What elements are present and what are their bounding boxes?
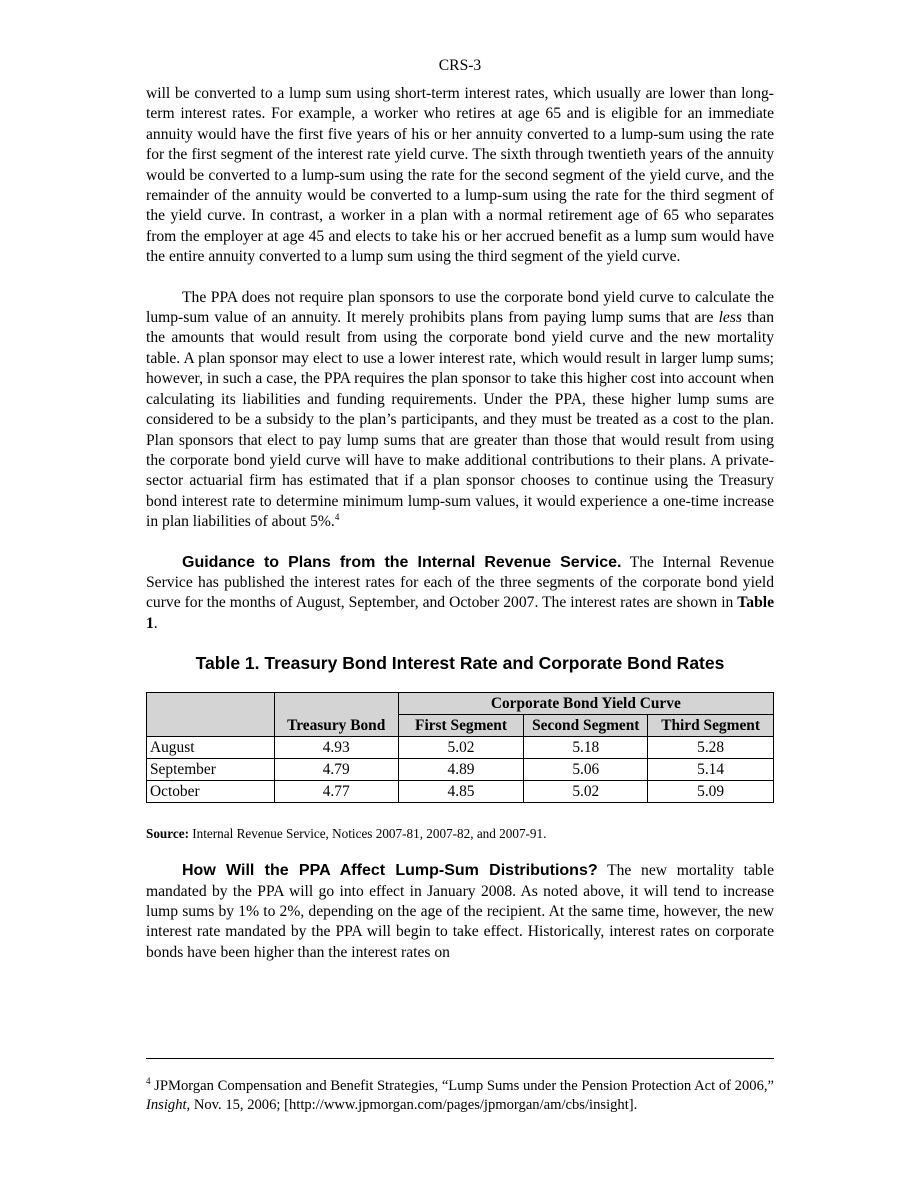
table-reference[interactable]: Table 1 [146, 594, 774, 632]
footnote-number: 4 [146, 1076, 151, 1087]
cell-treasury: 4.79 [274, 759, 398, 781]
table-row [147, 781, 774, 803]
paragraph-plan-sponsors: The PPA does not require plan sponsors to use the corporate bond yield curve to calculate the lump-sum value of an annuity. It merely prohibits plans from paying lump sums that are less than the amounts that would result from using the corporate bond yield curve and the new mortality table. A plan sponsor may elect to use a lower interest rate, which would result in larger lump sums; however, in such a case, the PPA requires the plan sponsor to take this higher cost into account when calculating its liabilities and funding requirements. Under the PPA, these higher lump sums are considered to be a subsidy to the plan’s participants, and they must be treated as a cost to the plan. Plan sponsors that elect to pay lump sums that are greater than those that would result from using the corporate bond yield curve will have to make additional contributions to their plans. A private-sector actuarial firm has estimated that if a plan sponsor chooses to continue using the Treasury bond interest rate to determine minimum lump-sum values, it would experience a one-time increase in plan liabilities of about 5%.$^4$ [146, 288, 774, 531]
column-header-treasury-bond: Treasury Bond [274, 693, 398, 737]
cell-third-segment: 5.09 [648, 781, 774, 803]
cell-first-segment: 4.89 [398, 759, 524, 781]
column-header-first-segment: First Segment [398, 715, 524, 737]
table-corner-cell [147, 693, 275, 737]
publication-title: Insight [146, 1097, 187, 1113]
cell-second-segment: 5.06 [524, 759, 648, 781]
table-title: Table 1. Treasury Bond Interest Rate and Corporate Bond Rates [195, 653, 725, 674]
section-heading-ppa-effect: How Will the PPA Affect Lump-Sum Distributions? [182, 862, 598, 880]
cell-treasury: 4.77 [274, 781, 398, 803]
cell-first-segment: 5.02 [398, 737, 524, 759]
row-label-month: September [147, 759, 275, 781]
column-header-third-segment: Third Segment [648, 715, 774, 737]
page-header: CRS-3 [438, 57, 482, 74]
footnote-ref-4[interactable]: 4 [334, 511, 340, 522]
cell-first-segment: 4.85 [398, 781, 524, 803]
section-heading-irs-guidance: Guidance to Plans from the Internal Revenue Service. [182, 553, 622, 571]
cell-second-segment: 5.18 [524, 737, 648, 759]
footnote-link-text[interactable]: , Nov. 15, 2006; [http://www.jpmorgan.com/pages/jpmorgan/am/cbs/insight]. [186, 1097, 638, 1113]
paragraph-irs-guidance: Guidance to Plans from the Internal Revenue Service. The Internal Revenue Service has published the interest rates for each of the three segments of the corporate bond yield curve for the months of August, September, and October 2007. The interest rates are shown in Table 1. [146, 553, 775, 632]
table-source-note: Source: Internal Revenue Service, Notices 2007-81, 2007-82, and 2007-91. [146, 826, 547, 842]
table-row [147, 759, 774, 781]
cell-third-segment: 5.28 [648, 737, 774, 759]
emphasis-less: less [718, 309, 742, 327]
paragraph-ppa-lump-sum-effect: How Will the PPA Affect Lump-Sum Distributions? The new mortality table mandated by the PPA will go into effect in January 2008. As noted above, it will tend to increase lump sums by 1% to 2%, depending on the age of the recipient. At the same time, however, the new interest rate mandated by the PPA will begin to take effect. Historically, interest rates on corporate bonds have been higher than the interest rates on [146, 862, 774, 961]
footnote-divider [146, 1058, 774, 1059]
column-group-header-corporate-bond: Corporate Bond Yield Curve [398, 693, 773, 715]
source-label: Source: [146, 826, 189, 842]
paragraph-lump-sum-conversion: will be converted to a lump sum using short-term interest rates, which usually are lower than long-term interest rates. For example, a worker who retires at age 65 and is eligible for an immediate annuity would have the first five years of his or her annuity converted to a lump-sum using the rate for the first segment of the interest rate yield curve. The sixth through twentieth years of the annuity would be converted to a lump-sum using the rate for the second segment of the yield curve, and the remainder of the annuity would be converted to a lump-sum using the rate for the third segment of the yield curve. In contrast, a worker in a plan with a normal retirement age of 65 who separates from the employer at age 45 and elects to take his or her accrued benefit as a lump sum would have the entire annuity converted to a lump sum using the third segment of the yield curve. [146, 85, 774, 266]
row-label-month: August [147, 737, 275, 759]
footnote-4: $^4$ JPMorgan Compensation and Benefit Strategies, “Lump Sums under the Pension Protection Act of 2006,” Insight, Nov. 15, 2006; [http://www.jpmorgan.com/pages/jpmorgan/am/cbs/insight]. [146, 1076, 774, 1113]
table-row [147, 737, 774, 759]
cell-third-segment: 5.14 [648, 759, 774, 781]
row-label-month: October [147, 781, 275, 803]
column-header-second-segment: Second Segment [524, 715, 648, 737]
document-page [146, 50, 774, 963]
interest-rate-table [146, 692, 774, 803]
cell-treasury: 4.93 [274, 737, 398, 759]
cell-second-segment: 5.02 [524, 781, 648, 803]
